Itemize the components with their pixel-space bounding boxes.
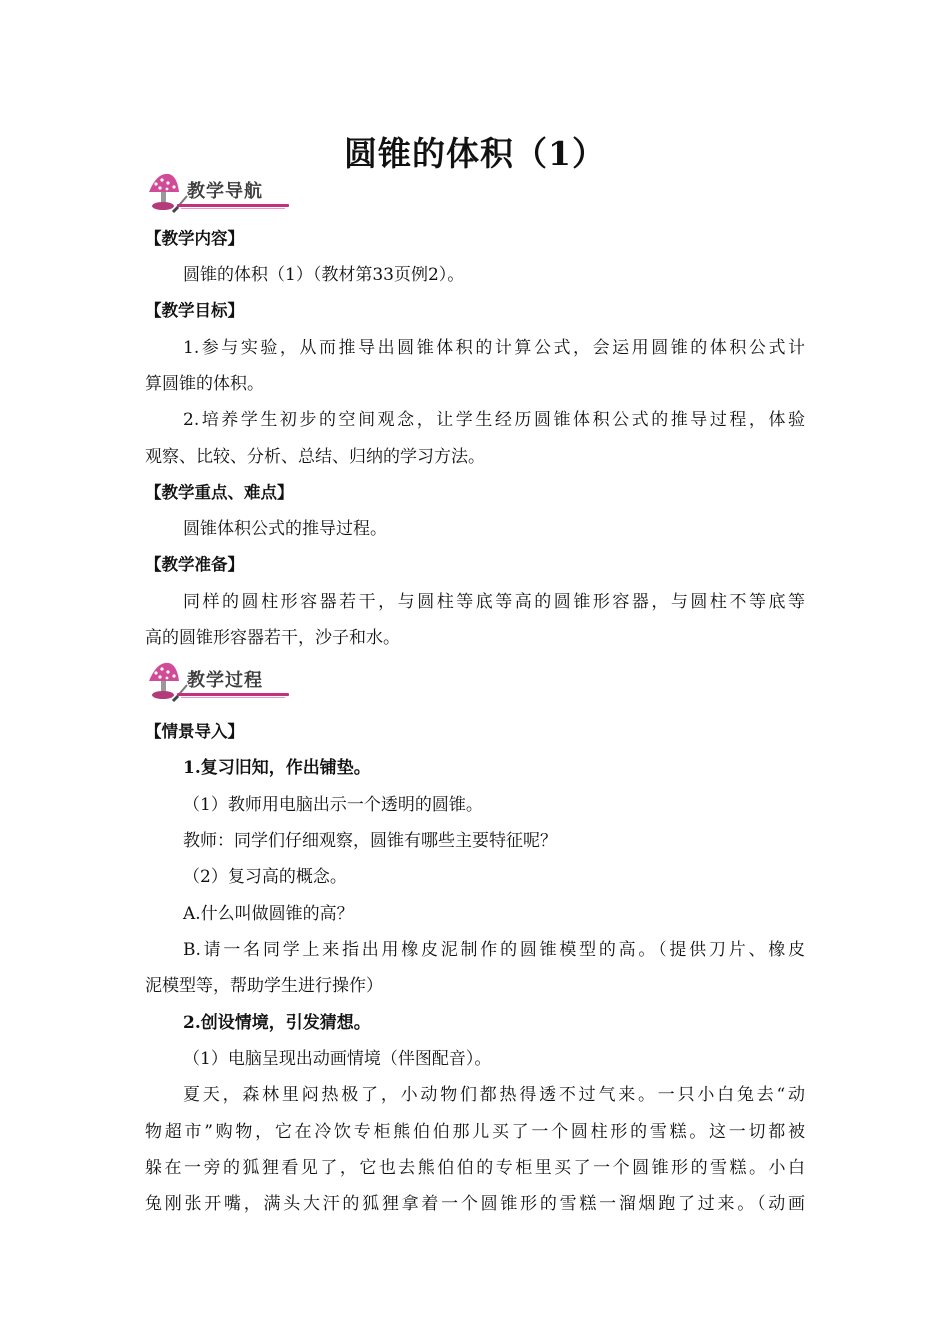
subheading: 1.复习旧知，作出铺垫。 (183, 758, 371, 778)
subheading: 2.创设情境，引发猜想。 (183, 1013, 371, 1033)
paragraph-line: 算圆锥的体积。 (145, 374, 264, 394)
paragraph-line: 1.参与实验，从而推导出圆锥体积的计算公式，会运用圆锥的体积公式计 (183, 338, 805, 358)
paragraph-line: 兔刚张开嘴，满头大汗的狐狸拿着一个圆锥形的雪糕一溜烟跑了过来。（动画 (145, 1194, 805, 1214)
paragraph-line: 夏天，森林里闷热极了，小动物们都热得透不过气来。一只小白兔去“动 (183, 1085, 805, 1105)
banner-underline (177, 693, 289, 696)
lamp-icon (143, 170, 189, 216)
heading-preparation: 【教学准备】 (145, 555, 244, 574)
lamp-icon (143, 659, 189, 705)
banner-underline (177, 204, 289, 207)
paragraph-line: 泥模型等，帮助学生进行操作） (145, 976, 383, 996)
paragraph-line: 观察、比较、分析、总结、归纳的学习方法。 (145, 447, 485, 467)
banner-underline-thin (181, 208, 285, 209)
paragraph-line: 高的圆锥形容器若干，沙子和水。 (145, 628, 400, 648)
heading-objectives: 【教学目标】 (145, 301, 244, 320)
paragraph-line: 圆锥的体积（1）（教材第33页例2）。 (183, 265, 465, 285)
paragraph-line: （2）复习高的概念。 (183, 867, 347, 887)
paragraph-line: 物超市”购物，它在冷饮专柜熊伯伯那儿买了一个圆柱形的雪糕。这一切都被 (145, 1122, 805, 1142)
paragraph-line: （1）教师用电脑出示一个透明的圆锥。 (183, 795, 483, 815)
heading-content: 【教学内容】 (145, 229, 244, 248)
section-banner-nav (143, 170, 293, 216)
paragraph-line: A.什么叫做圆锥的高？ (183, 904, 354, 924)
paragraph-line: 2.培养学生初步的空间观念，让学生经历圆锥体积公式的推导过程，体验 (183, 410, 805, 430)
banner-underline-thin (181, 697, 285, 698)
paragraph-line: 同样的圆柱形容器若干，与圆柱等底等高的圆锥形容器，与圆柱不等底等 (183, 592, 805, 612)
page-title: 圆锥的体积（1） (344, 134, 606, 173)
paragraph-line: 教师：同学们仔细观察，圆锥有哪些主要特征呢？ (183, 831, 557, 851)
paragraph-line: 躲在一旁的狐狸看见了，它也去熊伯伯的专柜里买了一个圆锥形的雪糕。小白 (145, 1158, 805, 1178)
section-banner-process (143, 659, 293, 705)
heading-keypoints: 【教学重点、难点】 (145, 483, 294, 502)
paragraph-line: （1）电脑呈现出动画情境（伴图配音）。 (183, 1049, 492, 1069)
paragraph-line: B.请一名同学上来指出用橡皮泥制作的圆锥模型的高。（提供刀片、橡皮 (183, 940, 805, 960)
banner-label-process: 教学过程 (187, 670, 263, 691)
heading-intro: 【情景导入】 (145, 722, 244, 741)
banner-label-nav: 教学导航 (187, 181, 263, 202)
paragraph-line: 圆锥体积公式的推导过程。 (183, 519, 387, 539)
